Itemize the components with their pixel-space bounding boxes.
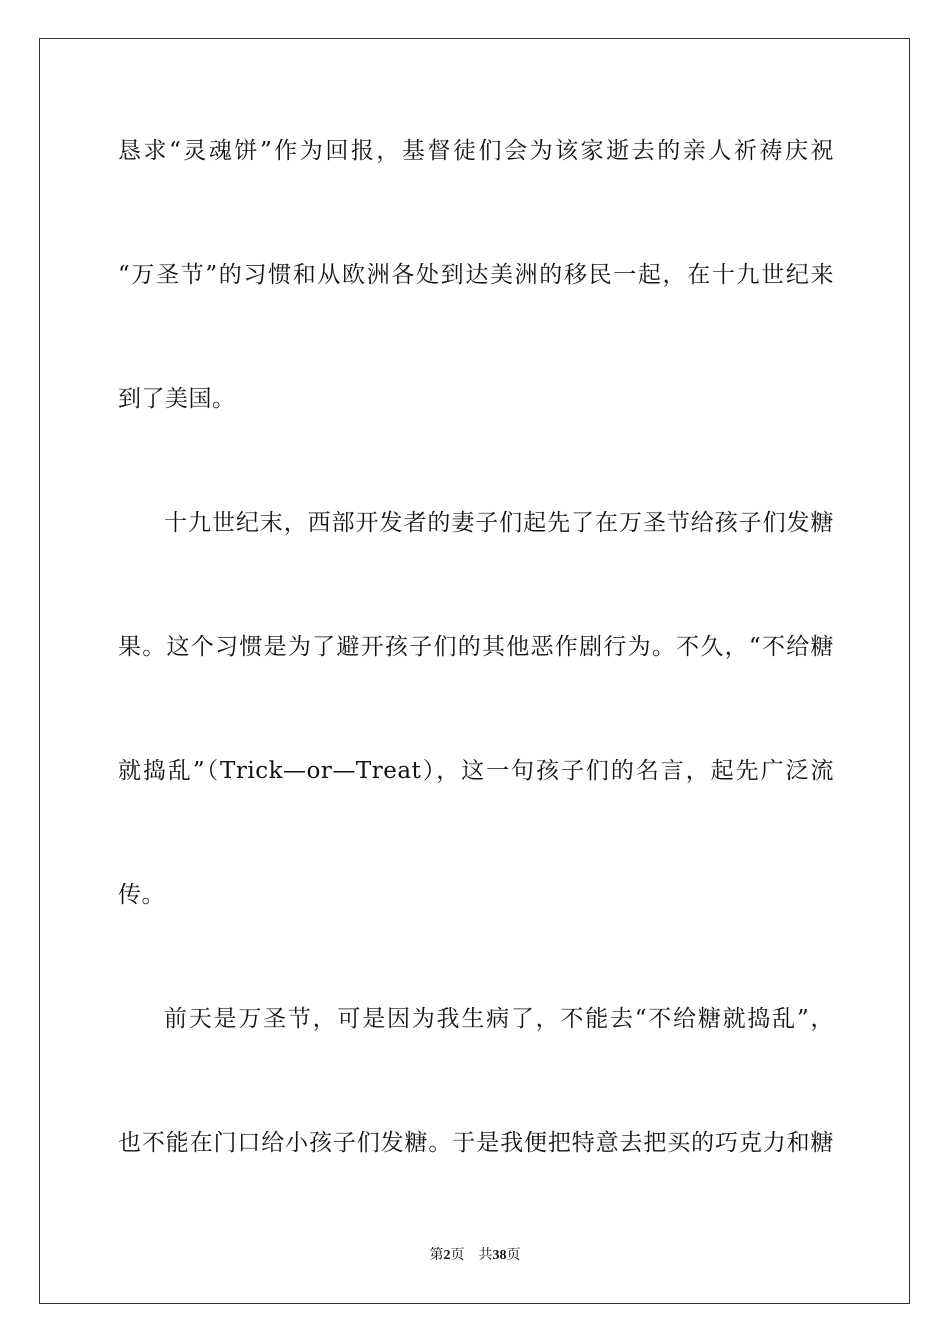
page-suffix: 页 [450, 1248, 465, 1263]
total-pages: 38 [492, 1248, 507, 1263]
paragraph-line: 也不能在门口给小孩子们发糖。于是我便把特意去把买的巧克力和糖 [118, 1130, 834, 1156]
paragraph-line: “万圣节”的习惯和从欧洲各处到达美洲的移民一起，在十九世纪来 [118, 262, 834, 288]
paragraph-line: 传。 [118, 882, 165, 908]
paragraph-line: 恳求“灵魂饼”作为回报，基督徒们会为该家逝去的亲人祈祷庆祝 [118, 138, 834, 164]
paragraph-line: 就捣乱”（Trick—or—Treat），这一句孩子们的名言，起先广泛流 [118, 758, 834, 784]
total-prefix: 共 [478, 1248, 493, 1263]
page-number: 2 [443, 1248, 451, 1263]
total-suffix: 页 [506, 1248, 521, 1263]
page-footer [0, 1247, 950, 1265]
paragraph-line: 果。这个习惯是为了避开孩子们的其他恶作剧行为。不久，“不给糖 [118, 634, 834, 660]
paragraph-line: 前天是万圣节，可是因为我生病了，不能去“不给糖就捣乱”， [164, 1006, 834, 1032]
paragraph-line: 到了美国。 [118, 386, 236, 412]
page-border [39, 38, 910, 1304]
page-prefix: 第 [429, 1248, 444, 1263]
paragraph-line: 十九世纪末，西部开发者的妻子们起先了在万圣节给孩子们发糖 [164, 510, 834, 536]
